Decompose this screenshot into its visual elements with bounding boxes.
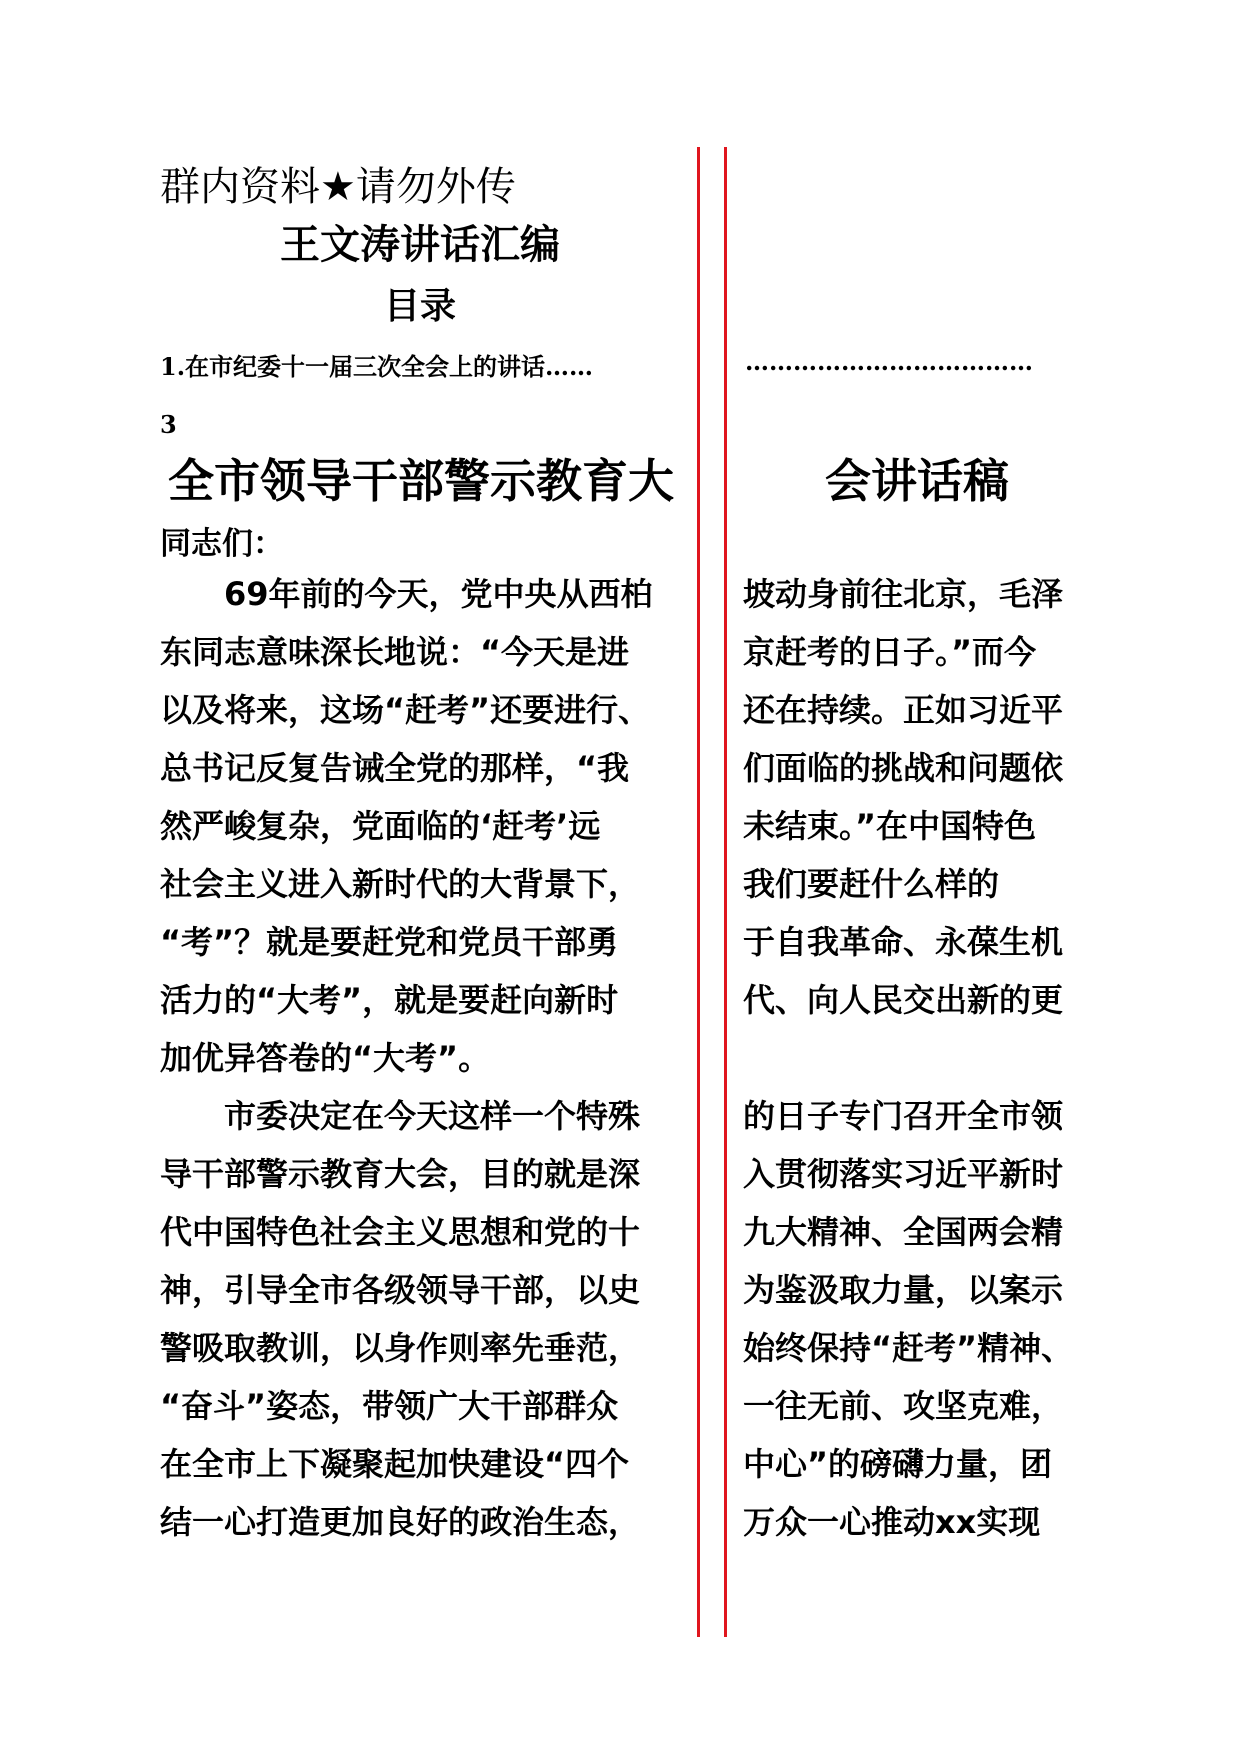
left-column-line: 导干部警示教育大会，目的就是深	[160, 1155, 641, 1193]
confidential-banner: 群内资料★请勿外传	[160, 164, 516, 210]
right-column-line: 还在持续。正如习近平	[743, 691, 1064, 729]
left-column-text	[160, 565, 680, 1551]
right-column-line: 入贯彻落实习近平新时	[743, 1155, 1064, 1193]
left-column-line: 总书记反复告诫全党的那样，“我	[160, 749, 630, 787]
left-column-line: 在全市上下凝聚起加快建设“四个	[160, 1445, 630, 1483]
left-column-line: 东同志意味深长地说：“今天是进	[160, 633, 630, 671]
left-column-line: 加优异答卷的“大考”。	[160, 1039, 491, 1077]
speech-heading-left: 全市领导干部警示教育大	[168, 454, 674, 508]
right-column-line: 一往无前、攻坚克难，	[743, 1387, 1064, 1425]
right-column-line: 中心”的磅礴力量，团	[743, 1445, 1053, 1483]
left-column-line: 社会主义进入新时代的大背景下，	[160, 865, 641, 903]
toc-entry: 1.在市纪委十一届三次全会上的讲话……	[160, 352, 594, 381]
right-column-text	[743, 565, 1103, 1551]
left-column-line: 代中国特色社会主义思想和党的十	[160, 1213, 641, 1251]
document-title: 王文涛讲话汇编	[280, 222, 560, 268]
left-column-line: 69年前的今天，党中央从西柏	[160, 575, 653, 613]
right-column-line: 未结束。”在中国特色	[743, 807, 1037, 845]
left-column-line: 警吸取教训，以身作则率先垂范，	[160, 1329, 641, 1367]
toc-leader-dots: ………………………………	[745, 347, 1033, 376]
right-column-line: 的日子专门召开全市领	[743, 1097, 1064, 1135]
right-column-line: 万众一心推动xx实现	[743, 1503, 1041, 1541]
right-column-line	[743, 1029, 1103, 1087]
toc-heading: 目录	[383, 286, 456, 327]
right-column-line: 京赶考的日子。”而今	[743, 633, 1037, 671]
gutter-rule-right	[724, 147, 727, 1637]
gutter-rule-left	[697, 147, 700, 1637]
left-column-line: 市委决定在今天这样一个特殊	[160, 1097, 641, 1135]
left-column-line: “奋斗”姿态，带领广大干部群众	[160, 1387, 619, 1425]
left-column-line: 以及将来，这场“赶考”还要进行、	[160, 691, 651, 729]
right-column-line: 于自我革命、永葆生机	[743, 923, 1064, 961]
toc-page-number: 3	[160, 410, 177, 439]
left-column-line: 神，引导全市各级领导干部，以史	[160, 1271, 641, 1309]
salutation: 同志们：	[160, 526, 284, 562]
left-column-line: 活力的“大考”，就是要赶向新时	[160, 981, 619, 1019]
right-column-line: 九大精神、全国两会精	[743, 1213, 1064, 1251]
left-column-line: 然严峻复杂，党面临的‘赶考’远	[160, 807, 601, 845]
left-column-line: 结一心打造更加良好的政治生态，	[160, 1503, 641, 1541]
right-column-line: 始终保持“赶考”精神、	[743, 1329, 1074, 1367]
right-column-line: 为鉴汲取力量，以案示	[743, 1271, 1064, 1309]
right-column-line: 们面临的挑战和问题依	[743, 749, 1064, 787]
left-column-line: “考”？就是要赶党和党员干部勇	[160, 923, 619, 961]
right-column-line: 我们要赶什么样的	[743, 865, 1000, 903]
speech-heading-right: 会讲话稿	[825, 454, 1009, 508]
right-column-line: 坡动身前往北京，毛泽	[743, 575, 1064, 613]
right-column-line: 代、向人民交出新的更	[743, 981, 1064, 1019]
